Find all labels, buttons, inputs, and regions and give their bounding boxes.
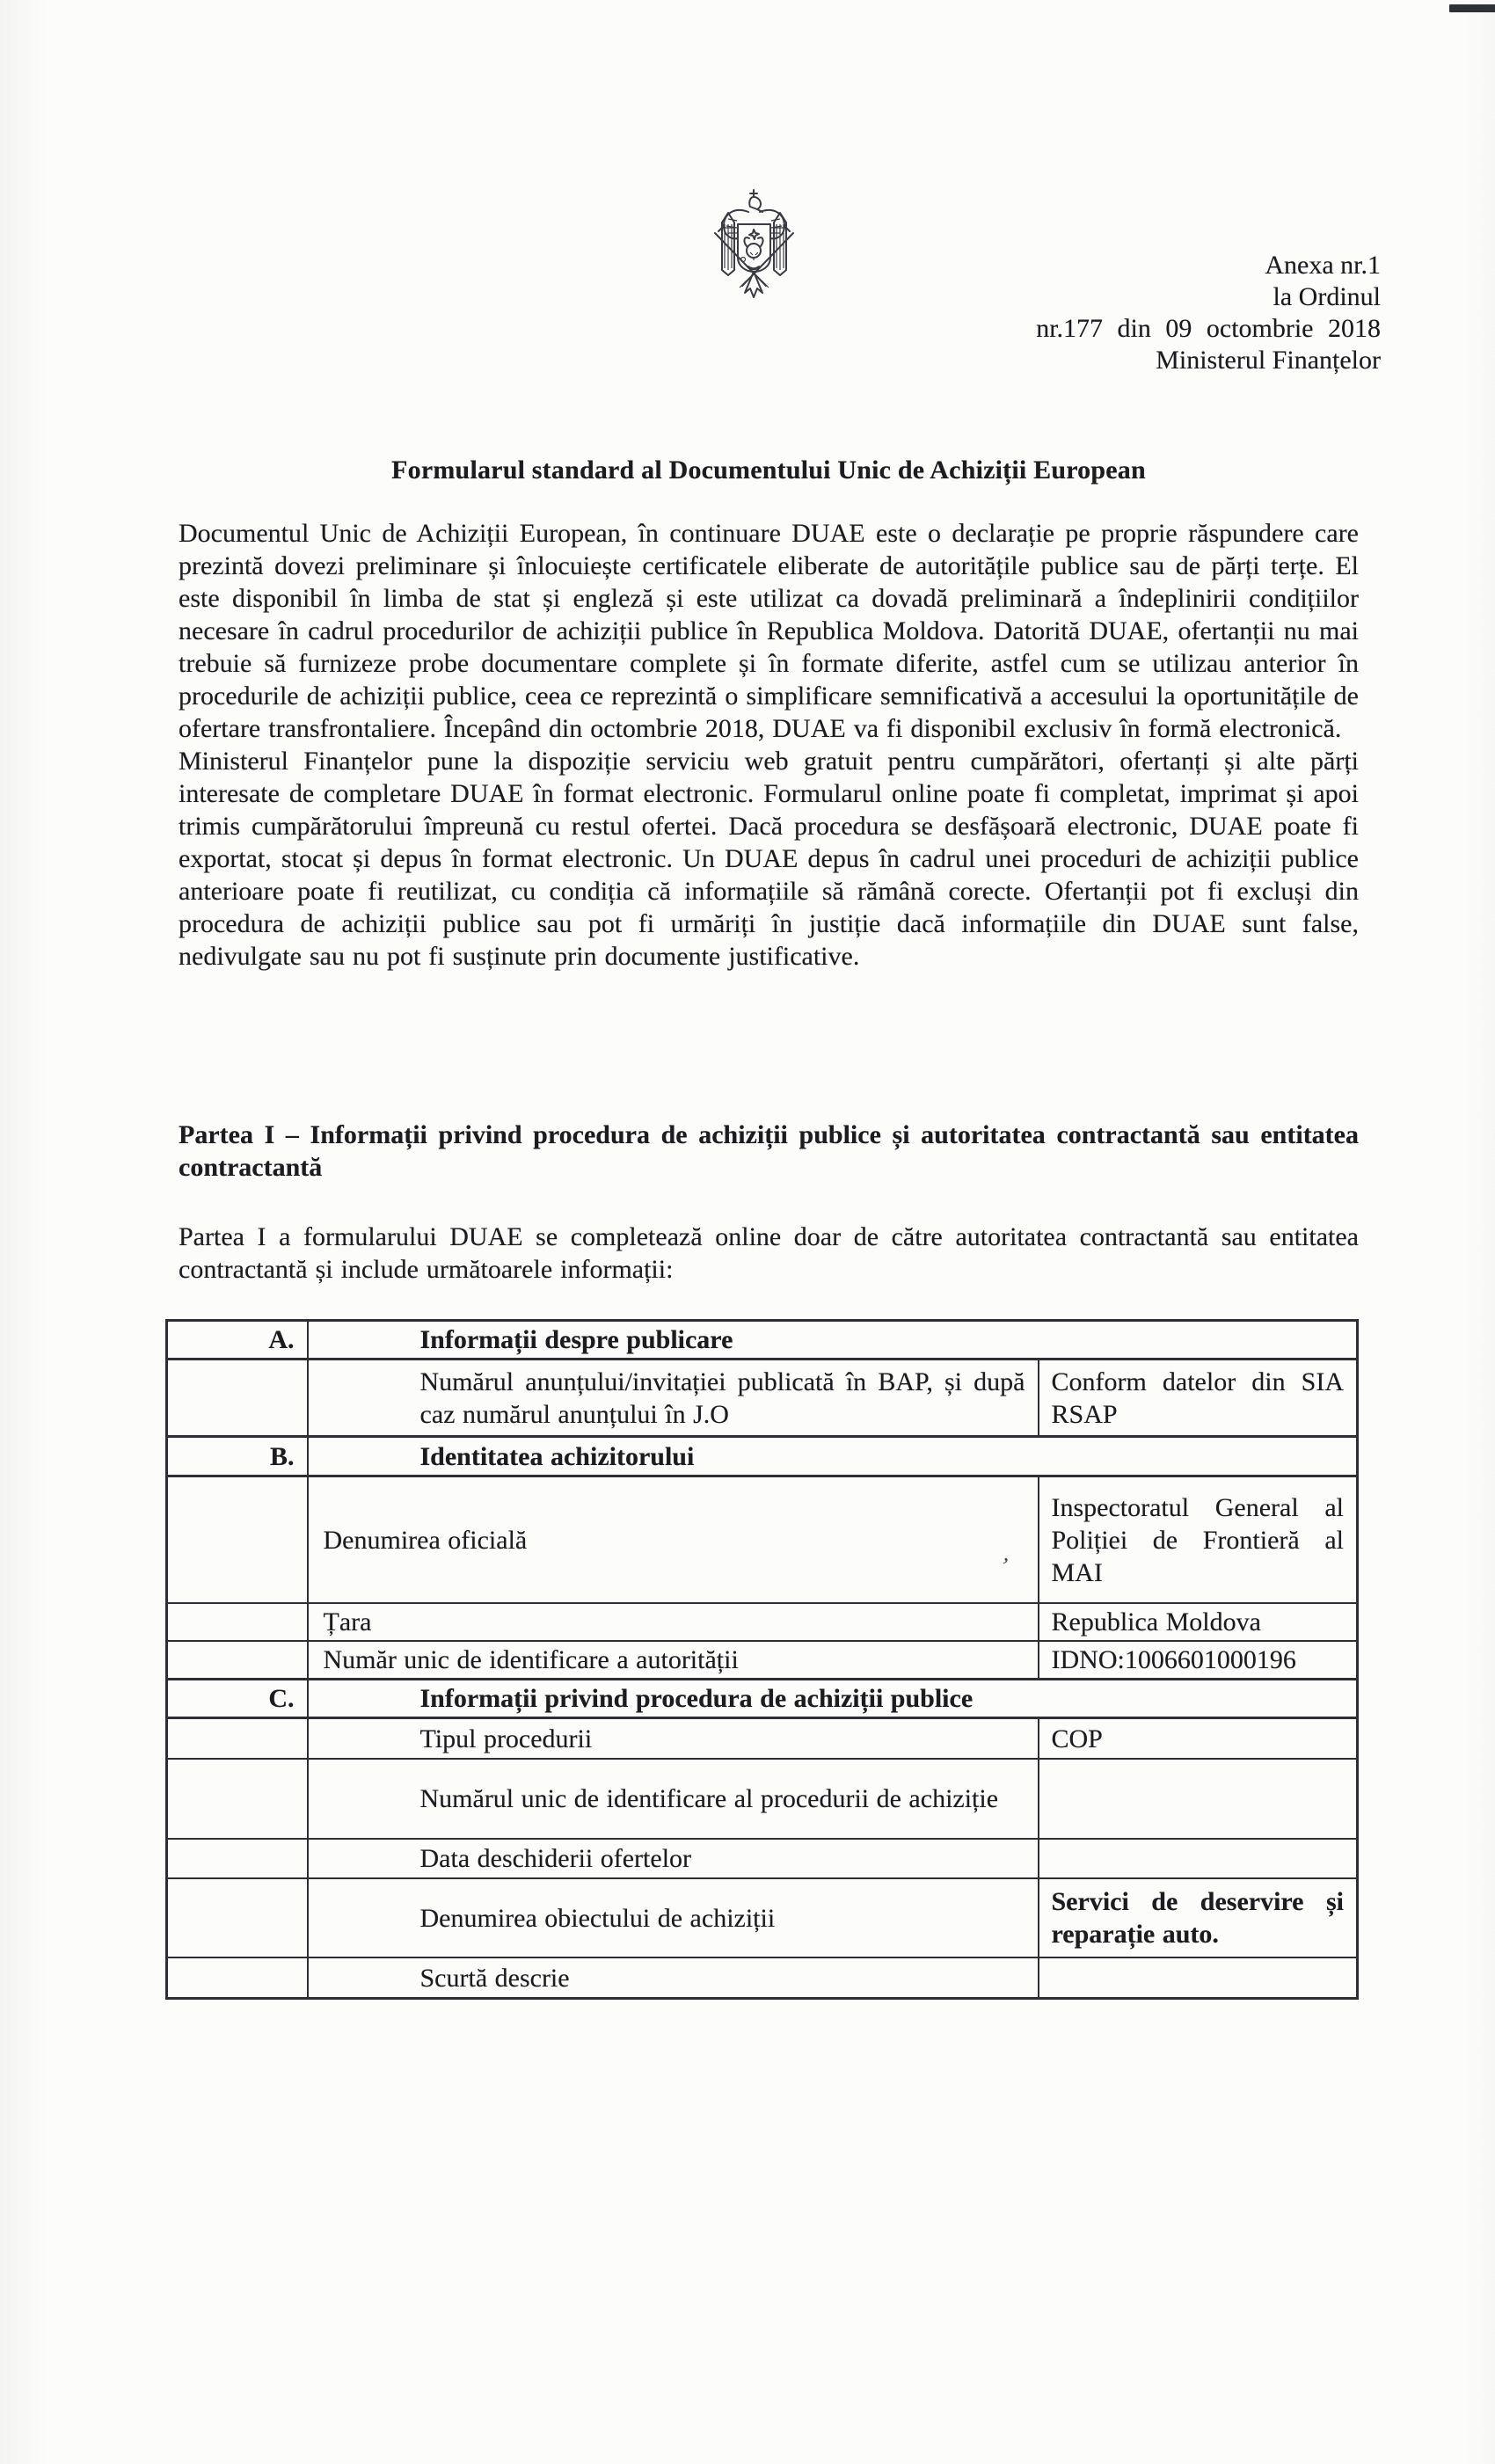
scan-artifact-bar <box>1449 4 1495 12</box>
pen-mark-artifact: ’ <box>998 1552 1011 1579</box>
value-cell: Republica Moldova <box>1039 1603 1358 1641</box>
row-label-cell <box>167 1759 308 1839</box>
row-label-cell <box>167 1476 308 1604</box>
field-cell: Denumirea oficială <box>308 1476 1039 1604</box>
part1-intro: Partea I a formularului DUAE se completează online doar de către autoritatea contractantă sau entitatea contractantă și include următoarele informații: <box>179 1222 1359 1284</box>
table-row <box>167 1360 1358 1437</box>
value-cell: Inspectoratul General al Poliției de Frontieră al MAI <box>1039 1476 1358 1604</box>
table-section-row-B <box>167 1437 1358 1476</box>
table-row <box>167 1603 1358 1641</box>
row-label-cell <box>167 1878 308 1957</box>
table-row <box>167 1839 1358 1878</box>
value-cell <box>1039 1759 1358 1839</box>
field-cell: Scurtă descrie <box>308 1957 1039 1999</box>
paragraph-1: Documentul Unic de Achiziții European, în continuare DUAE este o declarație pe proprie răspundere care prezintă dovezi preliminare și înlocuiește certificatele eliberate de autoritățile publice sau de părți terțe. El este disponibil în limba de stat și engleză și este utilizat ca dovadă preliminară a îndeplinirii condițiilor necesare în cadrul procedurilor de achiziții publice în Republica Moldova. Datorită DUAE, ofertanții nu mai trebuie să furnizeze probe documentare complete și în formate diferite, astfel cum se utilizau anterior în procedurile de achiziții publice, ceea ce reprezintă o simplificare semnificativă a accesului la oportunitățile de ofertare transfrontaliere. Începând din octombrie 2018, DUAE va fi disponibil exclusiv în formă electronică. <box>179 519 1359 743</box>
field-cell: Tipul procedurii <box>308 1718 1039 1760</box>
section-label: A. <box>167 1321 308 1360</box>
value-cell: COP <box>1039 1718 1358 1760</box>
row-label-cell <box>167 1839 308 1878</box>
intro-paragraphs <box>179 517 1359 973</box>
field-cell: Țara <box>308 1603 1039 1641</box>
value-cell <box>1039 1957 1358 1999</box>
annex-line-3: nr.177 din 09 octombrie 2018 <box>1036 314 1381 343</box>
part1-info-table <box>165 1319 1359 2000</box>
annex-header-block <box>1036 250 1381 376</box>
field-cell: Numărul anunțului/invitației publicată în BAP, și după caz numărul anunțului în J.O <box>308 1360 1039 1437</box>
part1-heading: Partea I – Informații privind procedura de achiziții publice și autoritatea contractantă sau entitatea contractantă <box>179 1120 1359 1182</box>
table-row <box>167 1476 1358 1604</box>
row-label-cell <box>167 1718 308 1760</box>
annex-line-4: Ministerul Finanțelor <box>1156 346 1381 375</box>
section-title: Identitatea achizitorului <box>308 1437 1358 1476</box>
section-label: C. <box>167 1680 308 1718</box>
field-cell: Denumirea obiectului de achiziții <box>308 1878 1039 1957</box>
table-row <box>167 1718 1358 1760</box>
row-label-cell <box>167 1603 308 1641</box>
document-title: Formularul standard al Documentului Unic de Achiziții European <box>391 456 1146 485</box>
row-label-cell <box>167 1957 308 1999</box>
table-row <box>167 1759 1358 1839</box>
section-title: Informații despre publicare <box>308 1321 1358 1360</box>
moldova-coat-of-arms-icon <box>699 187 809 305</box>
section-title: Informații privind procedura de achiziții publice <box>308 1680 1358 1718</box>
table-row <box>167 1878 1358 1957</box>
paragraph-2: Ministerul Finanțelor pune la dispoziție serviciu web gratuit pentru cumpărători, ofertanți și alte părți interesate de completare DUAE în format electronic. Formularul online poate fi completat, imprimat și apoi trimis cumpărătorului împreună cu restul ofertei. Dacă procedura se desfășoară electronic, DUAE poate fi exportat, stocat și depus în format electronic. Un DUAE depus în cadrul unei proceduri de achiziții publice anterioare poate fi reutilizat, cu condiția că informațiile să rămână corecte. Ofertanții pot fi excluși din procedura de achiziții publice sau pot fi urmăriți în justiție dacă informațiile din DUAE sunt false, nedivulgate sau nu pot fi susținute prin documente justificative. <box>179 747 1359 971</box>
value-cell <box>1039 1839 1358 1878</box>
row-label-cell <box>167 1641 308 1680</box>
field-cell: Numărul unic de identificare al procedurii de achiziție <box>308 1759 1039 1839</box>
table-section-row-A <box>167 1321 1358 1360</box>
field-cell: Număr unic de identificare a autorității <box>308 1641 1039 1680</box>
value-cell: Servici de deservire și reparație auto. <box>1039 1878 1358 1957</box>
annex-line-2: la Ordinul <box>1273 282 1381 311</box>
table-row <box>167 1957 1358 1999</box>
annex-line-1: Anexa nr.1 <box>1265 251 1381 280</box>
table-section-row-C <box>167 1680 1358 1718</box>
row-label-cell <box>167 1360 308 1437</box>
table-row <box>167 1641 1358 1680</box>
value-cell: IDNO:1006601000196 <box>1039 1641 1358 1680</box>
field-cell: Data deschiderii ofertelor <box>308 1839 1039 1878</box>
value-cell: Conform datelor din SIA RSAP <box>1039 1360 1358 1437</box>
section-label: B. <box>167 1437 308 1476</box>
